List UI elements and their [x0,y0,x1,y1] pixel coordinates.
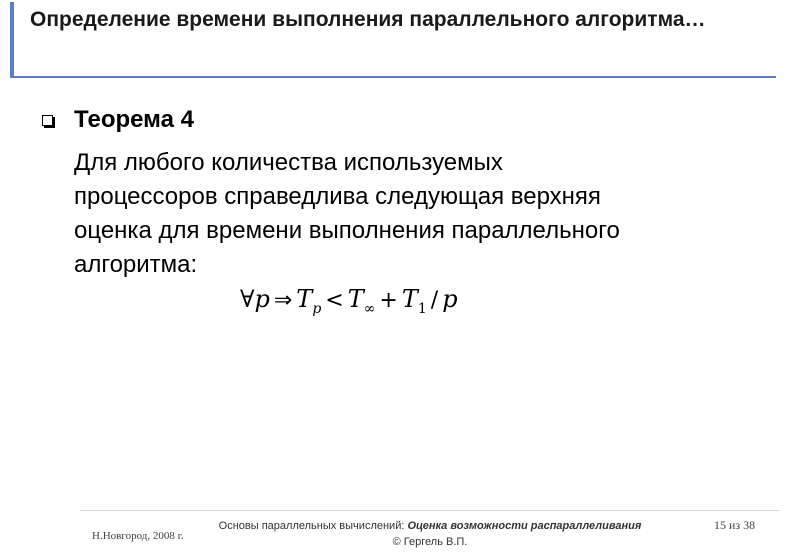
title-underline [10,76,776,78]
theorem-formula [240,282,458,326]
plus-symbol: + [379,288,398,313]
footer-divider [80,510,780,511]
theorem-heading: Теорема 4 [74,106,194,133]
page-number: 15 из 38 [714,518,756,532]
slash-symbol: / [430,288,439,313]
formula-T-inf: T [347,285,364,313]
footer-location-date: Н.Новгород, 2008 г. [92,530,184,542]
formula-T-p: T [296,285,313,313]
slide-title: Определение времени выполнения параллельного алгоритма… [30,8,706,31]
formula-T-1: T [401,285,418,313]
title-accent-bar [10,2,14,76]
forall-symbol: ∀ [240,285,255,313]
implies-symbol: ⇒ [273,288,293,313]
formula-p: p [254,285,270,313]
formula-p-denominator: p [442,285,458,313]
subscript-infinity: ∞ [363,301,376,317]
footer-author: © Гергель В.П. [392,536,468,548]
less-than-symbol: < [325,288,344,313]
subscript-p: p [312,301,322,317]
square-bullet-icon [42,115,53,126]
footer-course-name: Основы параллельных вычислений: [218,520,408,532]
theorem-statement: Для любого количества используемых процессоров справедлива следующая верхняя оценка для времени выполнения параллельного алгоритма: [74,149,620,278]
footer-course-info [200,518,660,550]
footer-section-name: Оценка возможности распараллеливания [407,520,642,532]
subscript-1: 1 [417,301,427,317]
